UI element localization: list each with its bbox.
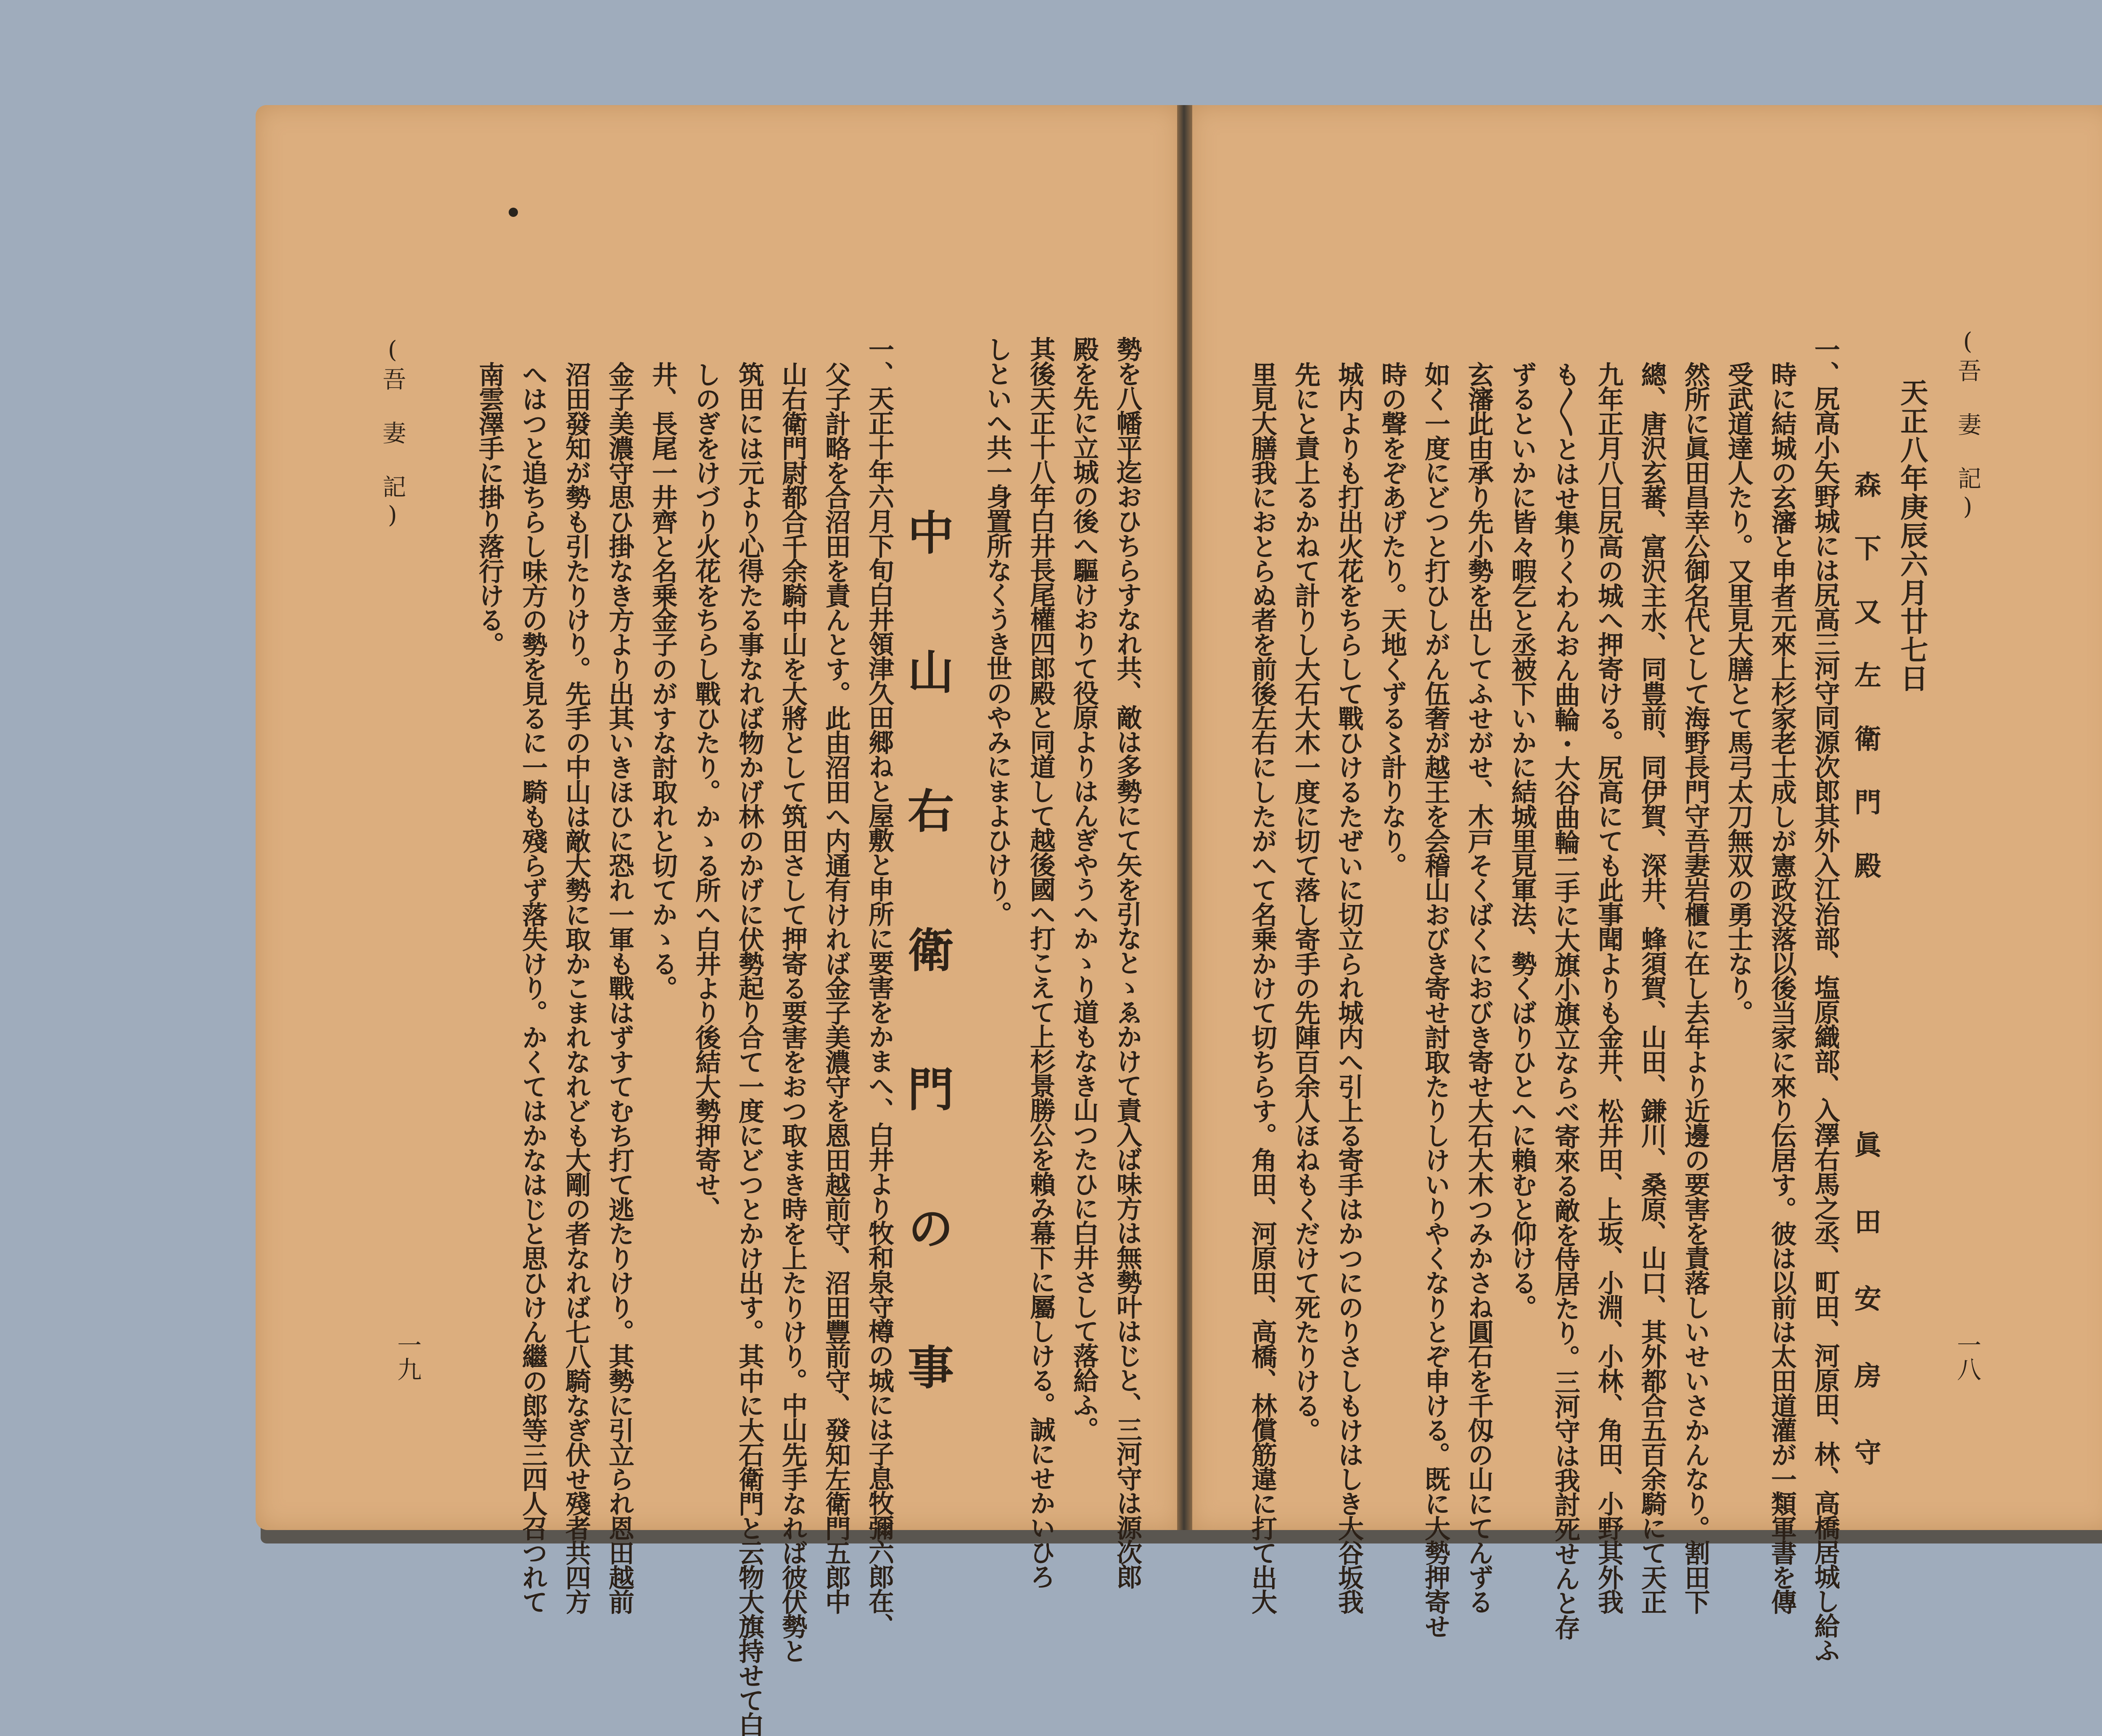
- page-number-right: 一八: [1953, 1332, 1981, 1381]
- addressee: 森 下 又 左 衛 門 殿: [1850, 471, 1881, 881]
- page-number-left: 一九: [393, 1332, 422, 1381]
- text-line: へはつと追ちらし味方の勢を見るに一騎も殘らず落失けり。かくてはかなはじと思ひけん繼の郎等三四人召つれて: [518, 361, 548, 1614]
- text-line: 九年正月八日尻高の城へ押寄ける。尻高にても此事聞よりも金井、松井田、上坂、小淵、小林、角田、小野其外我: [1594, 361, 1624, 1614]
- text-line: 然所に眞田昌幸公御名代として海野長門守吾妻岩櫃に在し去年より近邊の要害を責落しいせいさかんなり。割田下: [1680, 361, 1710, 1614]
- ink-spot: [509, 208, 518, 217]
- text-line: も〳〵とはせ集りくわんおん曲輪・大谷曲輪二手に大旗小旗立ならべ寄來る敵を侍居たり。三河守は我討死せんと存: [1550, 361, 1580, 1639]
- text-line: 如く一度にどつと打ひしがん伍奢が越王を会稽山おびき寄せ討取たりしけいりやくなりとぞ申ける。既に大勢押寄せ: [1421, 361, 1450, 1638]
- text-line: 殿を先に立城の後へ驅けおりて役原よりはんぎやうへかゝり道もなき山つたひに白井さして落給ふ。: [1069, 336, 1099, 1441]
- text-line: 時に結城の玄瀋と申者元來上杉家老士成しが憲政没落以後当家に來り伝居す。彼は以前は太田道灌が一類軍書を傳: [1767, 361, 1797, 1614]
- text-line: 勢を八幡平迄おひちらすなれ共、敵は多勢にて矢を引なとゝゑかけて責入ば味方は無勢叶はじと、三河守は源次郎: [1112, 336, 1142, 1588]
- running-header-right: (吾 妻 記): [1954, 328, 1981, 524]
- text-line: 父子計略を合沼田を責んとす。此由沼田へ内通有ければ金子美濃守を恩田越前守、沼田豐前守、發知左衛門五郎中: [821, 361, 851, 1614]
- text-line: 時の聲をぞあげたり。天地くずる〻計りなり。: [1377, 361, 1407, 877]
- text-line: 南雲澤手に掛り落行ける。: [475, 361, 504, 656]
- text-line: 里見大膳我におとらぬ者を前後左右にしたがへて名乗かけて切ちらす。角田、河原田、高橋、林償筋違に打て出大: [1247, 361, 1277, 1614]
- text-line: 筑田には元より心得たる事なれば物かげ林のかげに伏勢起り合て一度にどつとかけ出す。其中に大石衛門と云物大旗持せて白: [734, 361, 764, 1736]
- text-line: 山右衛門尉都合千余騎中山を大將として筑田さして押寄る要害をおつ取まき時を上たりけり。中山先手なれば彼伏勢と: [778, 361, 808, 1663]
- text-line: しといへ共一身置所なくうき世のやみにまよひけり。: [982, 336, 1012, 926]
- text-line: ずるといかに皆々暇乞と丞被下いかに結城里見軍法、勢くばりひとへに賴むと仰ける。: [1507, 361, 1537, 1319]
- text-line: 一、尻高小矢野城には尻高三河守同源次郎其外入江治部、塩原織部、入澤右馬之丞、町田、河原田、林、高橋居城し給ふ: [1810, 336, 1840, 1662]
- text-line: 井、長尾一井齊と名乗金子のがすな討取れと切てかゝる。: [648, 361, 678, 1000]
- text-line: 沼田發知が勢も引たりけり。先手の中山は敵大勢に取かこまれなれども大剛の者なれば七八騎なぎ伏せ殘者共四方: [561, 361, 591, 1614]
- date-line: 天正八年庚辰六月廿七日: [1896, 378, 1928, 693]
- text-line: 其後天正十八年白井長尾權四郎殿と同道して越後國へ打こえて上杉景勝公を賴み幕下に屬しける。誠にせかいひろ: [1026, 336, 1056, 1588]
- running-header-left: (吾 妻 記): [379, 336, 406, 532]
- text-line: 受武道達人たり。又里見大膳とて馬弓太刀無双の勇士なり。: [1724, 361, 1753, 1024]
- text-line: 玄瀋此由承り先小勢を出してふせがせ、木戸そくばくにおびき寄せ大石大木つみかさね圓石を千仭の山にてんずる: [1464, 361, 1494, 1614]
- book-gutter: [1177, 105, 1192, 1530]
- text-line: 城内よりも打出火花をちらして戰ひけるたぜいに切立られ城内へ引上る寄手はかつにのりさしもけはしき大谷坂我: [1334, 361, 1364, 1614]
- text-line: 金子美濃守思ひ掛なき方より出其いきほひに恐れ一軍も戰はずすてむち打て逃たりけり。其勢に引立られ恩田越前: [605, 361, 634, 1614]
- section-title: 中 山 右 衛 門 の 事: [900, 509, 954, 1409]
- text-line: しのぎをけづり火花をちらし戰ひたり。かゝる所へ白井より後結大勢押寄せ、: [691, 361, 721, 1221]
- author: 眞 田 安 房 守: [1850, 1131, 1881, 1475]
- text-line: 一、天正十年六月下旬白井領津久田郷ねと屋敷と申所に要害をかまへ、白井より牧和泉守樽の城には子息牧彌六郎在、: [864, 336, 894, 1638]
- text-line: 先にと責上るかねて計りし大石大木一度に切て落し寄手の先陣百余人ほねもくだけて死たりける。: [1291, 361, 1320, 1442]
- text-line: 總、唐沢玄蕃、富沢主水、同豊前、同伊賀、深井、蜂須賀、山田、鎌川、桑原、山口、其外都合五百余騎にて天正: [1637, 361, 1667, 1614]
